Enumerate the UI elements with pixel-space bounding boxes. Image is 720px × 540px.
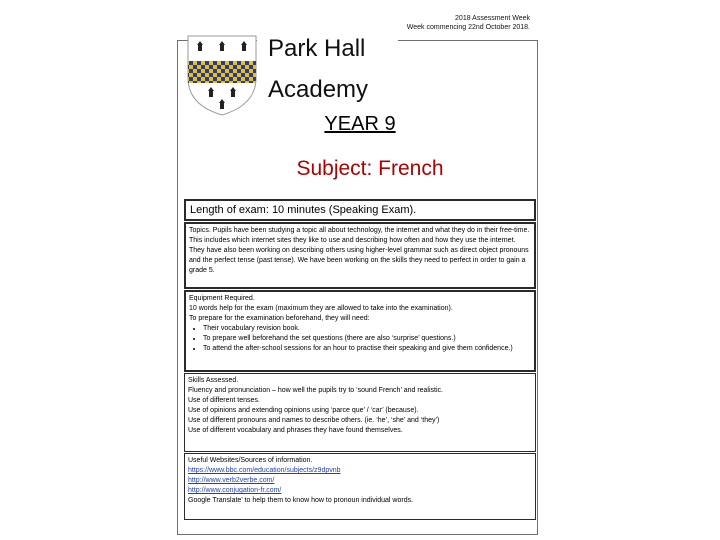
equipment-list-item: • Their vocabulary revision book. (203, 324, 531, 334)
year-heading: YEAR 9 (324, 113, 396, 135)
assessment-week-title: 2018 Assessment Week (455, 15, 530, 22)
skills-line: Use of different pronouns and names to describe others. (ie. ‘he’, ‘she’ and ‘they’) (188, 417, 440, 424)
school-name-line1: Park Hall (268, 35, 366, 62)
websites-box (184, 453, 536, 520)
website-link-verb2verbe[interactable]: http://www.verb2verbe.com/ (188, 477, 275, 484)
equipment-box (184, 290, 536, 372)
assessment-week-note (400, 14, 530, 32)
topics-box (184, 222, 536, 289)
subject-heading: Subject: French (296, 157, 444, 180)
website-link-bbc[interactable]: https://www.bbc.com/education/subjects/z9dpvnb (188, 467, 341, 474)
page-top-border (398, 40, 538, 41)
websites-note: Google Translate’ to help them to know how to pronoun individual words. (188, 497, 414, 504)
equipment-line: 10 words help for the exam (maximum they are allowed to take into the examination). (189, 305, 453, 312)
equipment-list (189, 324, 531, 354)
school-name (268, 28, 368, 110)
skills-line: Use of opinions and extending opinions using ‘parce que’ / ‘car’ (because). (188, 407, 419, 414)
skills-line: Use of different tenses. (188, 397, 260, 404)
school-crest-icon (185, 33, 259, 118)
equipment-list-item: • To prepare well beforehand the set questions (there are also ‘surprise’ questions.) (203, 334, 531, 344)
equipment-line: To prepare for the examination beforehand, they will need: (189, 315, 370, 322)
equipment-heading: Equipment Required. (189, 295, 255, 302)
topics-text: Topics. Pupils have been studying a topic all about technology, the internet and what they do in their free-time. This includes which internet sites they like to use and describing how often and how they use the internet. They have also been working on describing others using higher-level grammar such as direct object pronouns and the perfect tense (past tense). We have been working on the skills they need to perfect in order to gain a grade 5. (189, 227, 530, 274)
skills-line: Use of different vocabulary and phrases they have found themselves. (188, 427, 403, 434)
skills-line: Fluency and pronunciation – how well the pupils try to ‘sound French’ and realistic. (188, 387, 443, 394)
websites-heading: Useful Websites/Sources of information. (188, 457, 313, 464)
exam-length-text: Length of exam: 10 minutes (Speaking Exam). (190, 204, 417, 216)
school-name-line2: Academy (268, 76, 369, 103)
assessment-week-date: Week commencing 22nd October 2018. (406, 24, 530, 31)
website-link-conjugation[interactable]: http://www.conjugation-fr.com/ (188, 487, 282, 494)
skills-heading: Skills Assessed. (188, 377, 239, 384)
exam-length-box (184, 199, 536, 221)
skills-box (184, 373, 536, 452)
equipment-list-item: • To attend the after-school sessions for an hour to practise their speaking and give them confidence.) (203, 344, 531, 354)
